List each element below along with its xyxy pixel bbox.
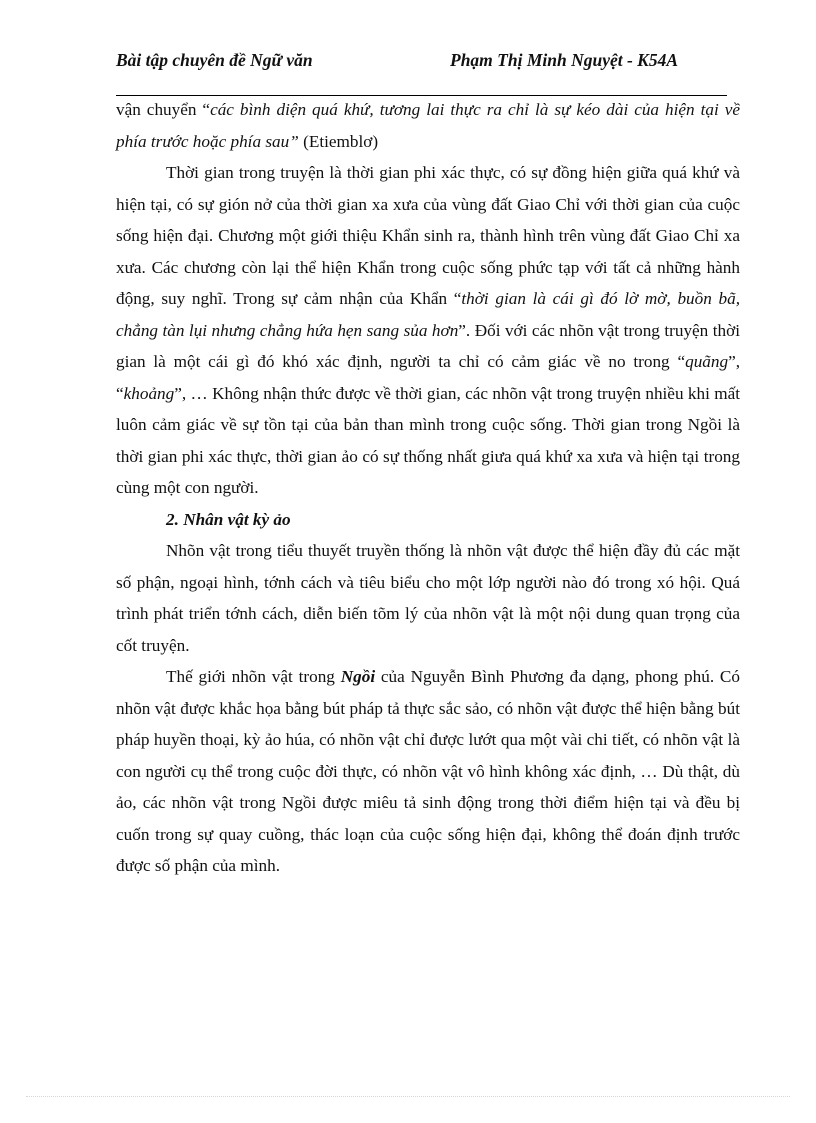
quote-italic: thời gian là cái gì đó lờ mờ, buồn bã, chẳng tàn lụi nhưng chẳng hứa hẹn sang sủa hơn bbox=[116, 289, 740, 340]
book-title: Ngồi bbox=[340, 667, 376, 686]
text-run: vận chuyển “ bbox=[116, 100, 211, 119]
text-run: ”. Đối với các nhõn vật trong truyện thời gian là một cái gì đó khó xác định, người ta chỉ có cảm giác về no trong “ bbox=[116, 320, 740, 371]
paragraph-time bbox=[116, 157, 740, 504]
text-run: Thế giới nhõn vật trong bbox=[166, 667, 341, 686]
text-run: ”, … Không nhận thức được về thời gian, các nhõn vật trong truyện nhiều khi mất luôn cảm giác về sự tồn tại của bản than mình trong cuộc sống. Thời gian trong Ngồi là thời gian phi xác thực, thời gian ảo có sự thống nhất giưa quá khứ xa xưa và hiện tại trong cùng một con người. bbox=[116, 383, 740, 497]
document-body bbox=[116, 94, 740, 882]
paragraph-continuation bbox=[116, 94, 740, 157]
term-italic: quãng bbox=[685, 352, 729, 371]
header-author: Phạm Thị Minh Nguyệt - K54A bbox=[450, 50, 679, 70]
header-course-title: Bài tập chuyên đề Ngữ văn bbox=[116, 50, 313, 70]
text-run: của Nguyễn Bình Phương đa dạng, phong phú. Có nhõn vật được khắc họa bằng bút pháp tả thực sắc sảo, có nhõn vật được thể hiện bằng bút pháp huyền thoại, kỳ ảo húa, có nhõn vật chỉ được lướt qua một vài chi tiết, có nhõn vật là con người cụ thể trong cuộc đời thực, có nhõn vật vô hình không xác định, … Dù thật, dù ảo, các nhõn vật trong Ngồi được miêu tả sinh động trong thời điểm hiện tại và đều bị cuốn trong sự quay cuồng, thác loạn của cuộc sống hiện đại, không thể đoán định trước được số phận của mình. bbox=[116, 667, 740, 875]
quote-italic: các bình diện quá khứ, tương lai thực ra chỉ là sự kéo dài của hiện tại về phía trước hoặc phía sau” bbox=[116, 100, 741, 151]
term-italic: khoảng bbox=[123, 383, 175, 403]
text-run: Thời gian trong truyện là thời gian phi xác thực, có sự đồng hiện giữa quá khứ và hiện tại, có sự gión nở của thời gian xa xưa của vùng đất Giao Chỉ với thời gian của cuộc sống hiện đại. Chương một giới thiệu Khẩn sinh ra, thành hình trên vùng đất Giao Chỉ xa xưa. Các chương còn lại thể hiện Khẩn trong cuộc sống phức tạp với tất cả những hành động, suy nghĩ. Trong sự cảm nhận của Khẩn “ bbox=[116, 163, 740, 308]
paragraph-character-world bbox=[116, 661, 740, 882]
paragraph-traditional-characters: Nhõn vật trong tiểu thuyết truyền thống là nhõn vật được thể hiện đầy đủ các mặt số phận, ngoại hình, tớnh cách và tiêu biểu cho một lớp người nào đó trong xó hội. Quá trình phát triển tớnh cách, diễn biến tõm lý của nhõn vật là một nội dung quan trọng của cốt truyện. bbox=[116, 541, 740, 655]
section-heading: 2. Nhân vật kỳ ảo bbox=[166, 509, 291, 529]
footer-divider bbox=[26, 1096, 790, 1097]
citation: (Etiemblơ) bbox=[298, 131, 379, 151]
text-run: ”, “ bbox=[116, 352, 740, 403]
